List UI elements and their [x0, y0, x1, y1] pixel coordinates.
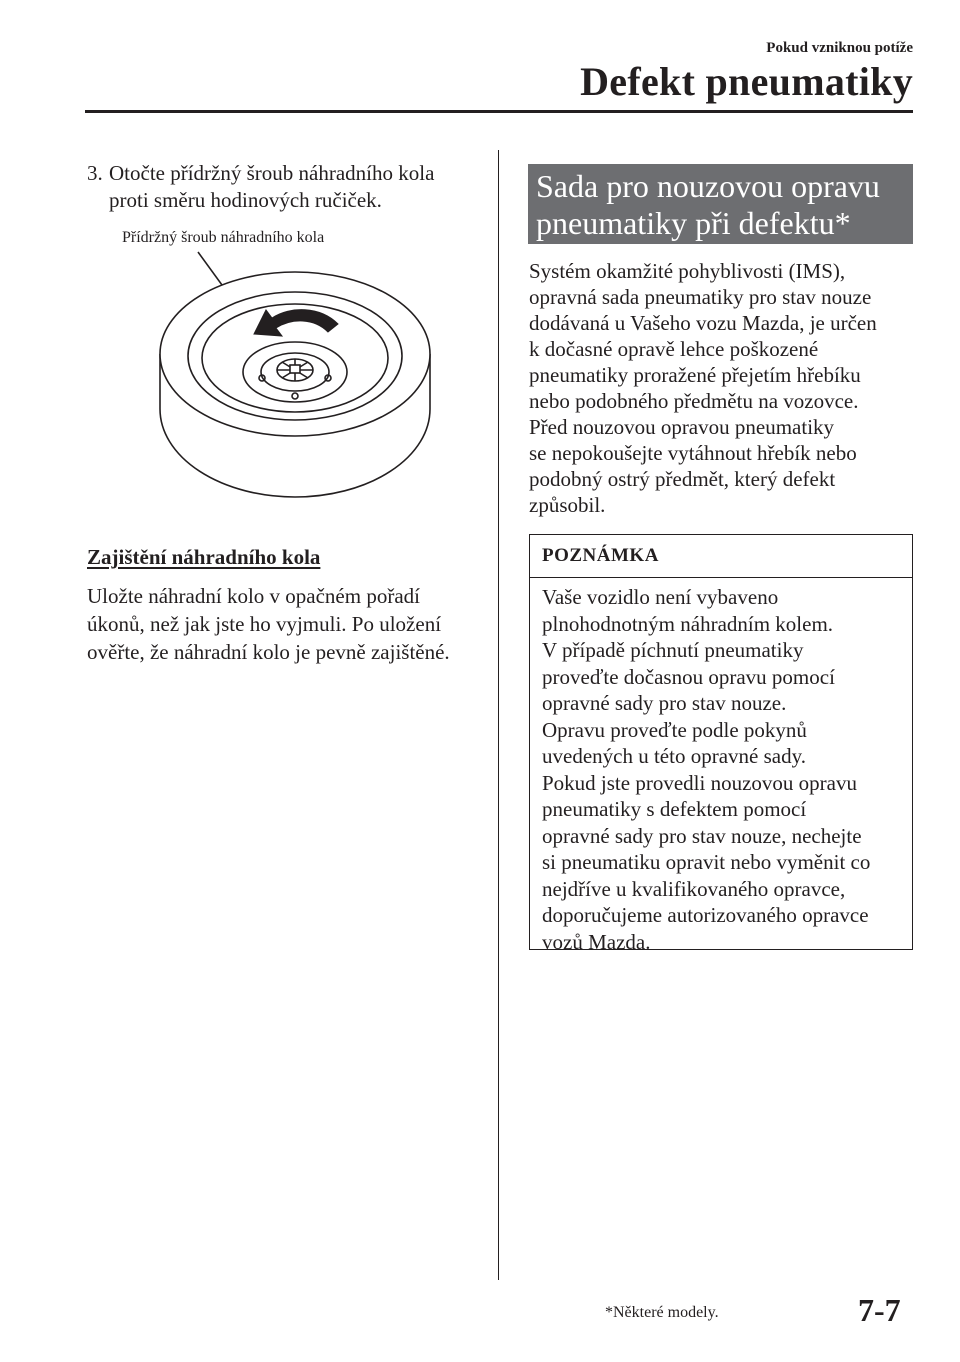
text-line: úkonů, než jak jste ho vyjmuli. Po uložení	[87, 612, 442, 636]
step-line: Otočte přídržný šroub náhradního kola	[109, 161, 435, 185]
note-box	[529, 534, 913, 954]
note-line: Opravu proveďte podle pokynů	[542, 717, 807, 742]
retaining-bolt	[277, 359, 313, 381]
text-line: k dočasné opravě lehce poškozené	[529, 337, 819, 361]
note-line: proveďte dočasnou opravu pomocí	[542, 664, 835, 689]
banner-line: pneumatiky při defektu*	[536, 205, 851, 241]
section-banner	[528, 164, 913, 244]
figure-callout-label: Přídržný šroub náhradního kola	[122, 229, 325, 246]
text-line: ověřte, že náhradní kolo je pevně zajištěné.	[87, 640, 450, 664]
note-line: vozů Mazda.	[542, 929, 651, 954]
banner-line: Sada pro nouzovou opravu	[536, 168, 880, 204]
text-line: pneumatiky proražené přejetím hřebíku	[529, 363, 861, 387]
ims-description	[529, 258, 914, 518]
spare-tire-illustration	[150, 244, 440, 499]
text-line: dodávaná u Vašeho vozu Mazda, je určen	[529, 311, 877, 335]
text-line: způsobil.	[529, 493, 606, 517]
note-line: si pneumatiku opravit nebo vyměnit co	[542, 850, 871, 874]
text-line: se nepokoušejte vytáhnout hřebík nebo	[529, 441, 857, 465]
note-line: Pokud jste provedli nouzovou opravu	[542, 770, 857, 795]
note-line: nejdříve u kvalifikovaného opravce,	[542, 876, 846, 901]
note-line: Vaše vozidlo není vybaveno	[542, 585, 779, 609]
note-line: doporučujeme autorizovaného opravce	[542, 903, 869, 927]
section-body	[87, 582, 487, 666]
text-line: nebo podobného předmětu na vozovce.	[529, 389, 859, 413]
text-line: podobný ostrý předmět, který defekt	[529, 467, 836, 491]
note-line: pneumatiky s defektem pomocí	[542, 797, 807, 821]
text-line: Systém okamžité pohyblivosti (IMS),	[529, 259, 846, 283]
step-3	[87, 160, 487, 214]
note-line: opravné sady pro stav nouze.	[542, 691, 787, 715]
note-line: plnohodnotným náhradním kolem.	[542, 611, 834, 636]
note-title: POZNÁMKA	[530, 535, 912, 578]
footnote: *Některé modely.	[605, 1304, 719, 1321]
header-rule	[85, 110, 913, 113]
page-title: Defekt pneumatiky	[580, 59, 913, 104]
text-line: Před nouzovou opravou pneumatiky	[529, 415, 835, 439]
chapter-title: Pokud vzniknou potíže	[766, 40, 913, 56]
text-line: opravná sada pneumatiky pro stav nouze	[529, 285, 872, 309]
note-body	[530, 578, 912, 955]
column-divider	[498, 150, 499, 1280]
step-line: proti směru hodinových ručiček.	[109, 188, 382, 212]
step-number: 3.	[87, 161, 103, 185]
text-line: Uložte náhradní kolo v opačném pořadí	[87, 584, 420, 608]
note-line: V případě píchnutí pneumatiky	[542, 638, 804, 662]
note-line: opravné sady pro stav nouze, nechejte	[542, 823, 862, 848]
note-line: uvedených u této opravné sady.	[542, 744, 806, 768]
section-heading: Zajištění náhradního kola	[87, 545, 321, 569]
page-number: 7-7	[858, 1292, 901, 1328]
